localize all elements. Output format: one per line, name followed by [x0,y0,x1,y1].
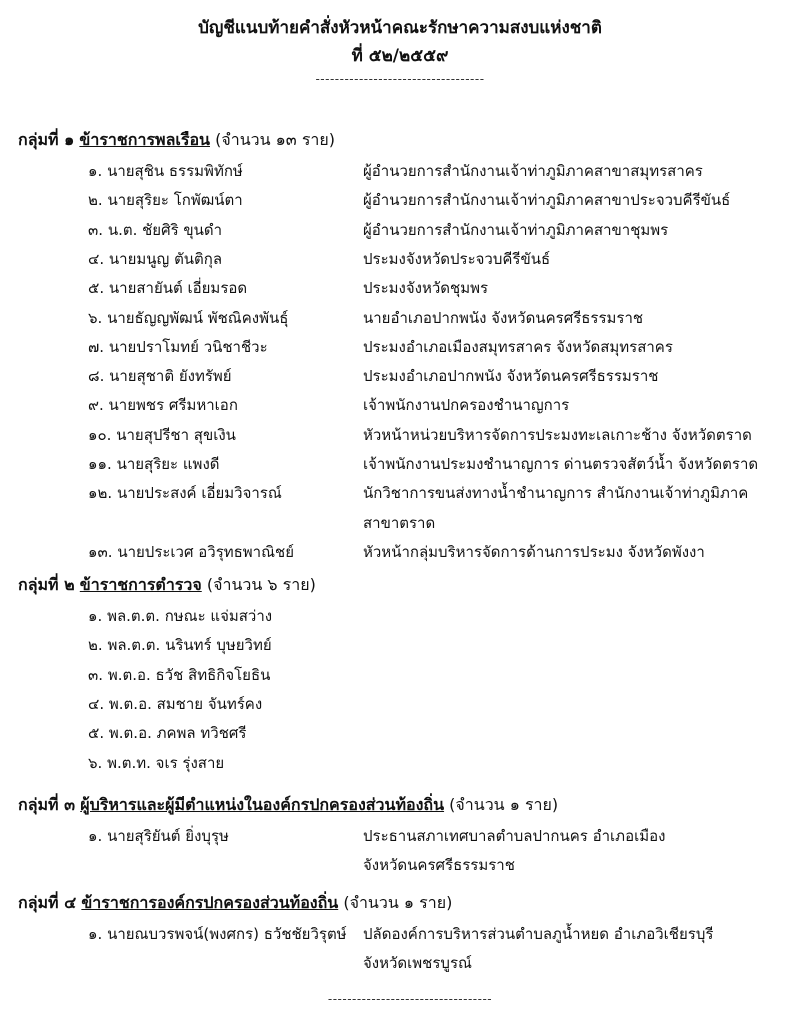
member-number: ๖. [88,753,103,772]
member-name: นายมนูญ ตันติกุล [108,249,223,268]
member-name: นายสุริยันต์ ยิ่งบุรุษ [107,827,229,845]
member-position: ประมงอำเภอปากพนัง จังหวัดนครศรีธรรมราช [363,367,659,386]
member-position: ผู้อำนวยการสำนักงานเจ้าท่าภูมิภาคสาขาประจวบคีรีขันธ์ [363,191,731,210]
member-number: ๗. [88,337,105,356]
group-category: ข้าราชการตำรวจ [79,575,202,594]
order-number: ที่ ๕๒/๒๕๕๙ [351,46,449,66]
member-name: พล.ต.ต. กษณะ แจ่มสว่าง [107,607,273,625]
member-name: นายธัญญพัฒน์ พัชณิคงพันธุ์ [107,308,289,327]
member-entry [88,922,347,946]
member-position: เจ้าพนักงานประมงชำนาญการ ด่านตรวจสัตว์น้ำ จังหวัดตราด [363,455,759,473]
member-number: ๑. [88,925,103,943]
group-header [18,573,316,598]
group-header [18,128,335,153]
member-name: น.ต. ชัยศิริ ขุนดำ [107,220,223,239]
member-position: สาขาตราด [363,513,436,532]
member-name: พล.ต.ต. นรินทร์ บุษยวิทย์ [107,636,272,655]
member-name: นายสุปรีชา สุขเงิน [116,425,236,444]
member-position: นายอำเภอปากพนัง จังหวัดนครศรีธรรมราช [363,308,644,327]
group-label: กลุ่มที่ ๑ [18,130,75,149]
member-entry [88,218,222,242]
member-position: ประมงจังหวัดชุมพร [363,279,489,298]
member-number: ๔. [88,249,105,268]
member-position: หัวหน้าหน่วยบริหารจัดการประมงทะเลเกาะช้าง จังหวัดตราด [363,425,752,444]
member-number: ๓. [88,665,104,684]
member-entry [88,633,272,657]
group-count: (จำนวน ๖ ราย) [206,575,316,594]
member-number: ๑. [88,607,103,625]
member-number: ๑๐. [88,425,112,444]
group-count: (จำนวน ๑ ราย) [449,795,559,814]
member-entry [88,663,270,687]
member-position: นักวิชาการขนส่งทางน้ำชำนาญการ สำนักงานเจ้าท่าภูมิภาค [363,484,749,503]
group-label: กลุ่มที่ ๔ [18,893,77,912]
member-number: ๕. [88,279,105,298]
group-category: ผู้บริหารและผู้มีตำแหน่งในองค์กรปกครองส่วนท้องถิ่น [80,795,445,814]
member-entry [88,306,288,330]
member-entry [88,393,238,417]
member-entry [88,276,247,300]
member-entry [88,364,232,388]
member-entry [88,335,268,359]
member-position: จังหวัดเพชรบูรณ์ [363,954,472,973]
member-name: นายพชร ศรีมหาเอก [108,396,238,415]
group-label: กลุ่มที่ ๒ [18,575,75,594]
member-name: นายสายันต์ เอี่ยมรอด [108,279,248,298]
member-position: หัวหน้ากลุ่มบริหารจัดการด้านการประมง จังหวัดพังงา [363,542,705,561]
member-name: พ.ต.ท. จเร รุ่งสาย [107,753,225,772]
member-entry [88,721,246,745]
document-title: บัญชีแนบท้ายคำสั่งหัวหน้าคณะรักษาความสงบแห่งชาติ [198,18,602,38]
member-position: ประมงอำเภอเมืองสมุทรสาคร จังหวัดสมุทรสาคร [363,337,673,356]
group-category: ข้าราชการพลเรือน [79,130,210,149]
member-name: นายสุชาติ ยังทรัพย์ [109,367,232,386]
group-header [18,793,558,818]
member-name: นายประเวศ อวิรุทธพาณิชย์ [117,542,294,561]
member-name: นายณบวรพจน์(พงศกร) ธวัชชัยวิรุตษ์ [107,925,347,943]
group-category: ข้าราชการองค์กรปกครองส่วนท้องถิ่น [81,893,339,912]
member-entry [88,452,220,476]
member-number: ๙. [88,396,104,415]
member-number: ๑๓. [88,542,113,561]
member-position: เจ้าพนักงานปกครองชำนาญการ [363,396,570,415]
member-position: ผู้อำนวยการสำนักงานเจ้าท่าภูมิภาคสาขาสมุทรสาคร [363,162,703,180]
member-entry [88,481,282,505]
member-number: ๘. [88,367,105,386]
member-entry [88,188,243,212]
member-entry [88,159,243,183]
member-number: ๒. [88,636,103,655]
member-position: ปลัดองค์การบริหารส่วนตำบลภูน้ำหยด อำเภอวิเชียรบุรี [363,925,714,943]
member-entry [88,824,229,848]
member-number: ๑. [88,827,103,845]
member-number: ๑. [88,162,103,180]
member-entry [88,540,294,564]
group-count: (จำนวน ๑ ราย) [343,893,453,912]
member-position: จังหวัดนครศรีธรรมราช [363,856,515,875]
member-number: ๖. [88,308,103,327]
member-number: ๔. [88,694,105,713]
member-position: ประธานสภาเทศบาลตำบลปากนคร อำเภอเมือง [363,827,666,845]
separator-top: ----------------------------------- [315,72,485,86]
member-entry [88,751,224,775]
member-name: พ.ต.อ. สมชาย จันทร์คง [108,694,263,713]
member-name: นายสุริยะ แพงดี [116,455,220,473]
member-entry [88,604,272,628]
separator-bottom: ---------------------------------- [327,992,493,1006]
member-name: นายสุริยะ โกพัฒน์ตา [107,191,243,210]
group-label: กลุ่มที่ ๓ [18,795,76,814]
group-count: (จำนวน ๑๓ ราย) [215,130,336,149]
member-name: นายประสงค์ เอี่ยมวิจารณ์ [116,484,282,503]
member-number: ๑๒. [88,484,113,503]
member-entry [88,423,236,447]
member-position: ประมงจังหวัดประจวบคีรีขันธ์ [363,249,551,268]
member-name: พ.ต.อ. ธวัช สิทธิกิจโยธิน [107,665,271,684]
member-name: พ.ต.อ. ภคพล ทวิชศรี [108,724,247,743]
member-name: นายปราโมทย์ วนิชาชีวะ [108,337,268,356]
member-name: นายสุชิน ธรรมพิทักษ์ [107,162,243,180]
member-number: ๑๑. [88,455,112,473]
member-number: ๕. [88,724,105,743]
group-header [18,891,452,916]
member-entry [88,692,262,716]
member-entry [88,247,222,271]
member-number: ๓. [88,220,104,239]
member-number: ๒. [88,191,103,210]
member-position: ผู้อำนวยการสำนักงานเจ้าท่าภูมิภาคสาขาชุมพร [363,220,669,239]
